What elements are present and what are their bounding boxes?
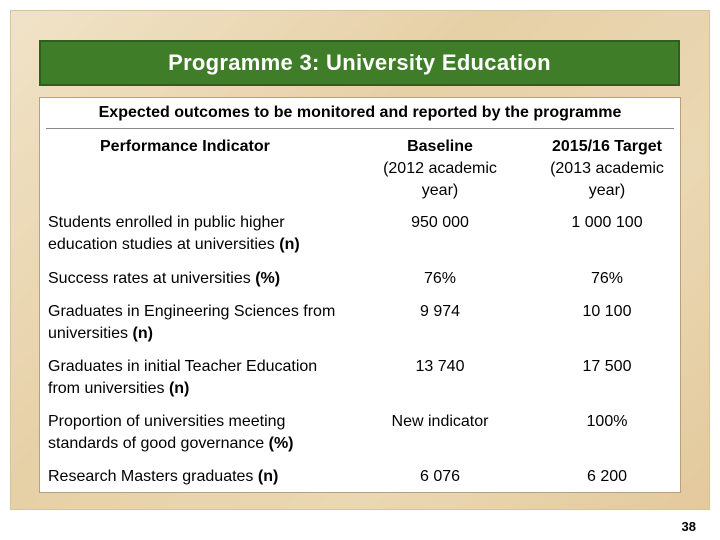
indicator-unit: (%) [268, 435, 294, 452]
indicator-text: Research Masters graduates [48, 468, 254, 485]
indicator-cell [48, 411, 348, 455]
indicator-unit: (n) [168, 380, 190, 397]
banner-title: Programme 3: University Education [168, 50, 551, 75]
header-indicator: Performance Indicator [100, 138, 270, 155]
target-cell: 1 000 100 [571, 214, 643, 231]
baseline-cell: 13 740 [415, 358, 465, 375]
header-baseline-sub: (2012 academic year) [383, 160, 497, 199]
outcomes-panel [39, 97, 681, 493]
target-cell: 6 200 [586, 468, 628, 485]
indicator-unit: (n) [257, 468, 279, 485]
baseline-cell: 6 076 [419, 468, 461, 485]
indicator-unit: (n) [279, 236, 300, 253]
header-baseline [370, 136, 510, 202]
indicator-text: Students enrolled in public higher education studies at universities [48, 214, 285, 253]
indicator-unit: (%) [255, 270, 281, 287]
header-divider [46, 128, 674, 129]
indicator-text: Graduates in Engineering Sciences from universities [48, 303, 336, 342]
indicator-cell [48, 268, 348, 290]
indicator-text: Graduates in initial Teacher Education from universities [48, 358, 318, 397]
indicator-cell [48, 466, 348, 488]
page-number: 38 [681, 519, 696, 534]
header-target-title: 2015/16 Target [552, 138, 662, 155]
indicator-unit: (n) [132, 325, 153, 342]
target-cell: 17 500 [582, 358, 632, 375]
target-cell: 76% [590, 270, 624, 287]
header-baseline-title: Baseline [407, 138, 473, 155]
header-target [532, 136, 682, 202]
programme-banner [39, 40, 680, 86]
panel-subtitle: Expected outcomes to be monitored and reported by the programme [98, 104, 622, 121]
indicator-text: Proportion of universities meeting standards of good governance [48, 413, 286, 452]
indicator-cell [48, 301, 348, 345]
baseline-cell: 950 000 [411, 214, 469, 231]
indicator-text: Success rates at universities [48, 270, 251, 287]
header-target-sub: (2013 academic year) [550, 160, 664, 199]
target-cell: 100% [586, 413, 628, 430]
indicator-cell [48, 356, 348, 400]
baseline-cell: New indicator [391, 413, 489, 430]
baseline-cell: 76% [423, 270, 457, 287]
indicator-cell [48, 212, 348, 256]
target-cell: 10 100 [582, 303, 632, 320]
baseline-cell: 9 974 [419, 303, 461, 320]
